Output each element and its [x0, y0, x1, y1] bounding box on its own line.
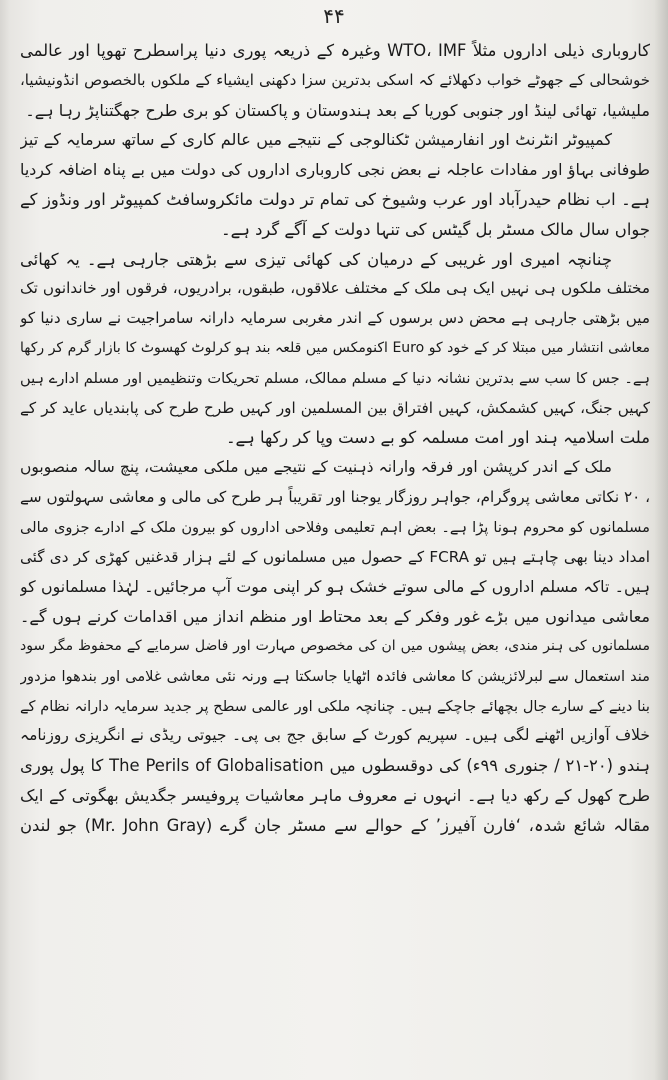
text-line: جواں سال مالک مسٹر بل گیٹس کی تنہا دولت کے آگے گرد ہے۔	[221, 219, 650, 239]
paragraph	[20, 125, 650, 244]
text-line: ہے۔ جس کا سب سے بدترین نشانہ دنیا کے مسلم ممالک، مسلم تحریکات وتنظیمیں اور مسلم ادارے ہیں	[20, 369, 650, 387]
text-line: ملک کے اندر کرپشن اور فرقہ وارانہ ذہنیت کے نتیجے میں ملکی معیشت، پنچ سالہ منصوبوں	[20, 458, 612, 477]
body-text	[20, 36, 650, 841]
text-line: مقالہ شائع شدہ، ‘فارن آفیرز’ کے حوالے سے مسٹر جان گرے (Mr. John Gray) جو لندن	[20, 815, 650, 835]
paragraph	[20, 245, 650, 454]
text-line: مند استعمال سے لبرلائزیشن کا معاشی فائدہ اٹھایا جاسکتا ہے ورنہ نئی معاشی غلامی اور بندھوا مزدور	[20, 667, 650, 685]
text-line: طرح کھول کے رکھ دیا ہے۔ انہوں نے معروف ماہر معاشیات پروفیسر جگدیش بھگوتی کے ایک	[20, 785, 650, 805]
text-line: خلاف آوازیں اٹھنے لگی ہیں۔ سپریم کورٹ کے سابق جج بی پی۔ جیوتی ریڈی نے انگریزی روزنامہ	[20, 726, 650, 745]
text-line: ہندو (۲۰-۲۱ / جنوری ۹۹ء) کی دوقسطوں میں The Perils of Globalisation کا پول پوری	[20, 756, 650, 776]
text-line: چنانچہ امیری اور غریبی کے درمیان کی کھائی تیزی سے بڑھتی جارہی ہے۔ یہ کھائی	[20, 249, 612, 269]
text-line: میں بڑھتی جارہی ہے محض دس برسوں کے اندر مغربی سرمایہ دارانہ سامراجیت نے ساری دنیا کو	[20, 309, 650, 328]
text-line: بنا دینے کے سارے جال بچھائے جاچکے ہیں۔ چنانچہ ملکی اور عالمی سطح پر جدید سرمایہ دارانہ نظام کے	[20, 697, 650, 715]
text-line: طوفانی بہاؤ اور مفادات عاجلہ نے بعض نجی کاروباری اداروں کی دولت میں بے پناہ اضافہ کردیا	[20, 160, 650, 180]
text-line: معاشی انتشار میں مبتلا کر کے خود کو Euro اکنومکس میں قلعہ بند ہو کرلوٹ کھسوٹ کا بازار گرم کر رکھا	[20, 339, 650, 356]
page-number: ۴۴	[323, 4, 345, 28]
text-line: مختلف ملکوں ہی نہیں ایک ہی ملک کے مختلف علاقوں، طبقوں، برادریوں، فرقوں اور خاندانوں تک	[20, 279, 650, 298]
text-line: ملیشیا، تھائی لینڈ اور جنوبی کوریا کے بعد ہندوستان و پاکستان کو بری طرح جھگتناپڑ رہا ہے۔	[25, 100, 650, 120]
paragraph	[20, 453, 650, 840]
text-line: امداد دینا بھی چاہتے ہیں تو FCRA کے حصول میں مسلمانوں کے لئے ہزار قدغنیں کھڑی کر دی گئی	[20, 547, 650, 566]
text-line: کہیں جنگ، کہیں کشمکش، کہیں افتراق بین المسلمین اور کہیں طرح طرح کی پابندیاں عاید کر کے	[20, 398, 650, 417]
text-line: ملت اسلامیہ ہند اور امت مسلمہ کو بے دست وپا کر رکھا ہے۔	[225, 428, 650, 448]
text-line: کمپیوٹر انٹرنٹ اور انفارمیشن ٹکنالوجی کے نتیجے میں عالم کاری کے ساتھ سرمایہ کے تیز	[20, 130, 612, 150]
text-line: ہے۔ اب نظام حیدرآباد اور عرب وشیوخ کی تمام تر دولت مائکروسافٹ کمپیوٹر اور ونڈوز کے	[20, 189, 650, 209]
text-line: مسلمانوں کی ہنر مندی، بعض پیشوں میں ان کی مخصوص مہارت اور فاضل سرمایے کے محفوظ مگر سود	[20, 637, 650, 654]
scan-edge-shadow-left	[0, 0, 10, 1080]
text-line: ، ۲۰ نکاتی معاشی پروگرام، جواہر روزگار یوجنا اور تقریباً ہر طرح کی مالی و معاشی سہولتوں سے	[20, 487, 650, 506]
paragraph	[20, 36, 650, 125]
text-line: معاشی میدانوں میں بڑے غور وفکر کے بعد محتاط اور منظم انداز میں اقدامات کرنے ہوں گے۔	[20, 607, 650, 627]
text-line: کاروباری ذیلی اداروں مثلاً WTO، IMF وغیرہ کے ذریعہ پوری دنیا پراسطرح تھوپا اور عالمی	[20, 41, 650, 60]
scan-edge-shadow-right	[654, 0, 668, 1080]
text-line: خوشحالی کے جھوٹے خواب دکھلائے کہ اسکی بدترین سزا دکھنی ایشیاء کے ملکوں بالخصوص انڈونیشیا،	[20, 70, 650, 89]
text-line: ہیں۔ تاکہ مسلم اداروں کے مالی سوتے خشک ہو کر اپنی موت آپ مرجائیں۔ لہٰذا مسلمانوں کو	[20, 577, 650, 597]
text-line: مسلمانوں کو محروم ہونا پڑا ہے۔ بعض اہم تعلیمی وفلاحی اداروں کو بیرون ملک کے ادارے جزوی مالی	[20, 518, 650, 536]
